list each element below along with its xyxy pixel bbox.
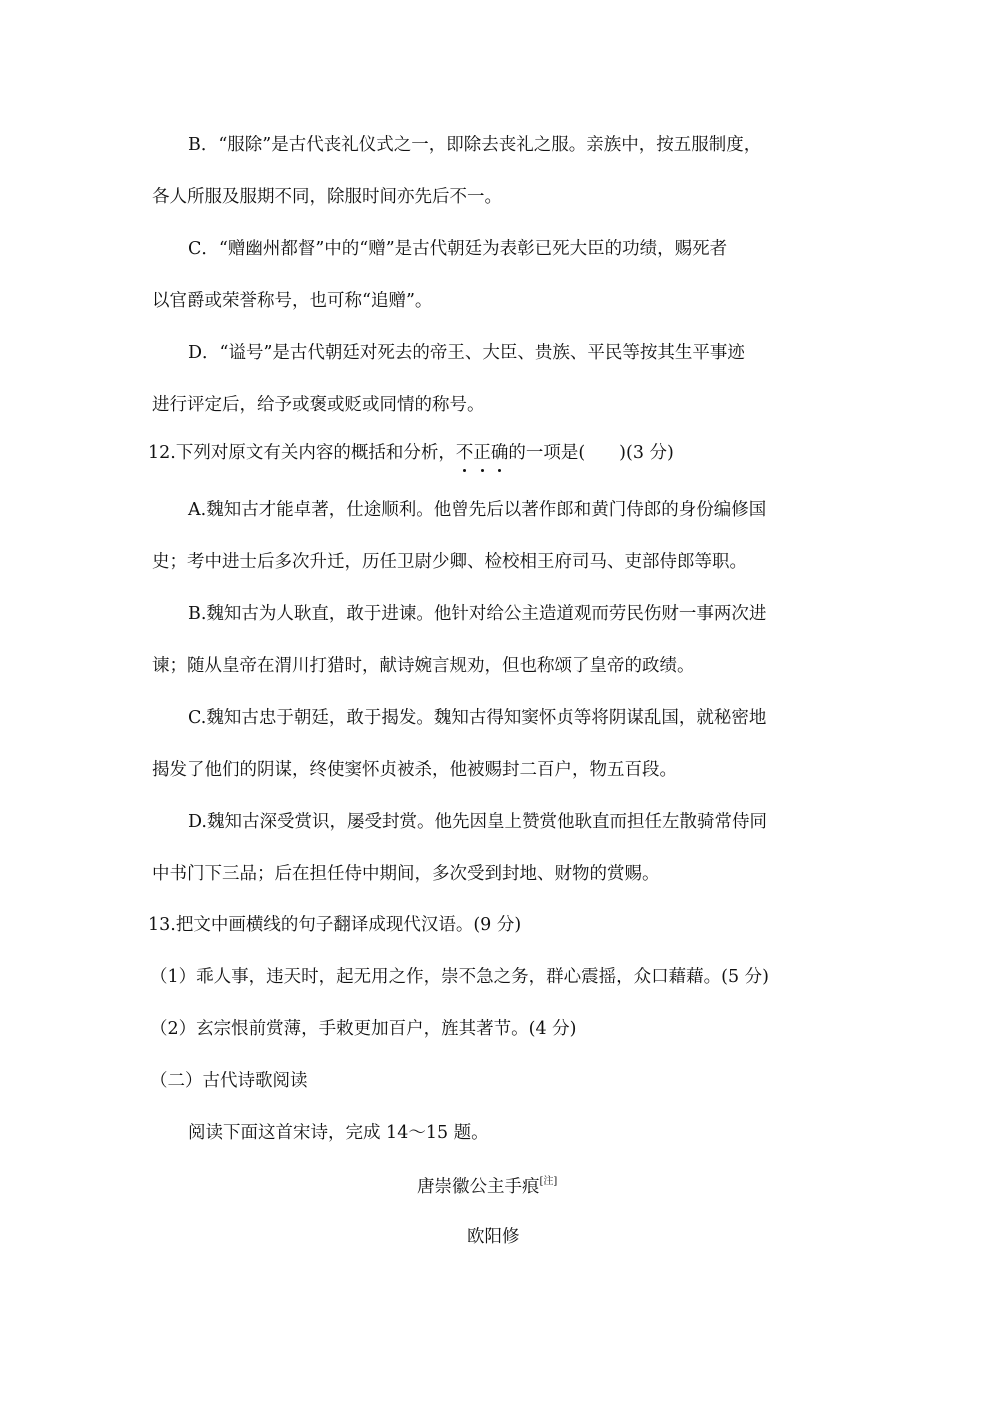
- q12-option-d-line2: 中书门下三品；后在担任侍中期间，多次受到封地、财物的赏赐。: [152, 864, 660, 884]
- q12-option-a-line1: A.魏知古才能卓著，仕途顺利。他曾先后以著作郎和黄门侍郎的身份编修国: [188, 500, 767, 520]
- q11-option-b-line1: B．“服除”是古代丧礼仪式之一，即除去丧礼之服。亲族中，按五服制度，: [188, 135, 762, 155]
- q11-option-b-line2: 各人所服及服期不同，除服时间亦先后不一。: [152, 187, 502, 207]
- poem-title-text: 唐崇徽公主手痕: [417, 1177, 540, 1197]
- q12-emphasis-char: 正: [473, 443, 491, 463]
- q12-stem-before: 12.下列对原文有关内容的概括和分析，: [148, 443, 456, 463]
- q12-stem: [148, 445, 674, 463]
- q11-option-d-line1: D．“谥号”是古代朝廷对死去的帝王、大臣、贵族、平民等按其生平事迹: [188, 343, 745, 363]
- poem-note-marker: [注]: [539, 1176, 558, 1187]
- q11-option-c-line1: C．“赠幽州都督”中的“赠”是古代朝廷为表彰已死大臣的功绩，赐死者: [188, 239, 728, 259]
- q12-emphasis-char: 确: [490, 443, 509, 463]
- q13-item-1: （1）乖人事，违天时，起无用之作，崇不急之务，群心震摇，众口藉藉。(5 分): [150, 967, 769, 987]
- q13-item-2: （2）玄宗恨前赏薄，手敕更加百户，旌其著节。(4 分): [150, 1019, 577, 1039]
- q12-option-c-line1: C.魏知古忠于朝廷，敢于揭发。魏知古得知窦怀贞等将阴谋乱国，就秘密地: [188, 708, 767, 728]
- section-heading: （二）古代诗歌阅读: [150, 1071, 308, 1091]
- poem-title: [417, 1177, 557, 1197]
- q12-option-b-line2: 谏；随从皇帝在渭川打猎时，献诗婉言规劝，但也称颂了皇帝的政绩。: [152, 656, 695, 676]
- q11-option-c-line2: 以官爵或荣誉称号，也可称“追赠”。: [152, 291, 433, 311]
- poem-author: 欧阳修: [467, 1227, 520, 1247]
- q12-stem-end: )(3 分): [619, 443, 674, 463]
- section-instruction: 阅读下面这首宋诗，完成 14～15 题。: [188, 1123, 489, 1143]
- q13-stem: 13.把文中画横线的句子翻译成现代汉语。(9 分): [148, 915, 522, 935]
- q12-option-a-line2: 史；考中进士后多次升迁，历任卫尉少卿、检校相王府司马、吏部侍郎等职。: [152, 552, 747, 572]
- q12-option-c-line2: 揭发了他们的阴谋，终使窦怀贞被杀，他被赐封二百户，物五百段。: [152, 760, 677, 780]
- q11-option-d-line2: 进行评定后，给予或褒或贬或同情的称号。: [152, 395, 485, 415]
- q12-option-b-line1: B.魏知古为人耿直，敢于进谏。他针对给公主造道观而劳民伤财一事两次进: [188, 604, 767, 624]
- q12-emphasis-char: 不: [455, 443, 474, 463]
- q12-option-d-line1: D.魏知古深受赏识，屡受封赏。他先因皇上赞赏他耿直而担任左散骑常侍同: [188, 812, 767, 832]
- q12-stem-after: 的一项是(: [508, 443, 586, 463]
